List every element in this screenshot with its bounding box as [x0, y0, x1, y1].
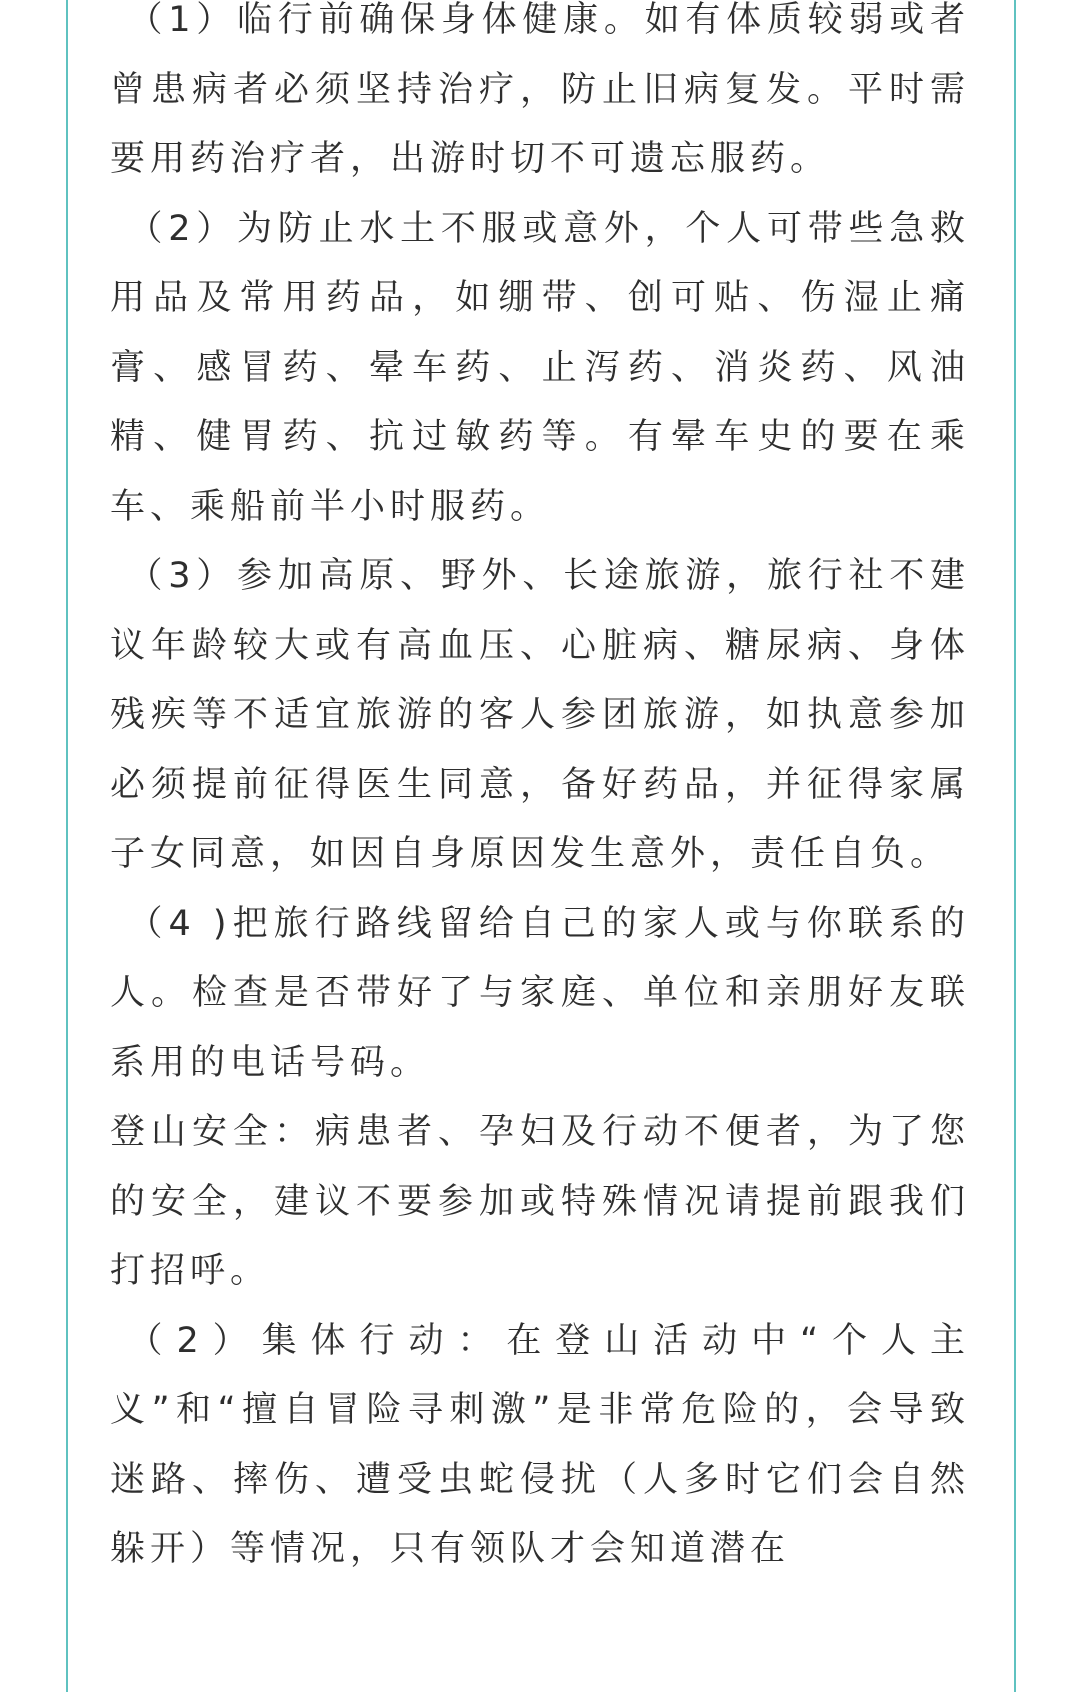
paragraph-medicine-kit: （2）为防止水土不服或意外，个人可带些急救用品及常用药品，如绷带、创可贴、伤湿止痛膏、感冒药、晕车药、止泻药、消炎药、风油精、健胃药、抗过敏药等。有晕车史的要在乘车、乘船前半小时服药。 [110, 208, 970, 527]
paragraph-route-contacts: （4 )把旅行路线留给自己的家人或与你联系的人。检查是否带好了与家庭、单位和亲朋好友联系用的电话号码。 [110, 903, 970, 1083]
paragraph-climbing-safety: 登山安全：病患者、孕妇及行动不便者，为了您的安全，建议不要参加或特殊情况请提前跟我们打招呼。 [110, 1112, 970, 1291]
paragraph-high-altitude: （3）参加高原、野外、长途旅游，旅行社不建议年龄较大或有高血压、心脏病、糖尿病、身体残疾等不适宜旅游的客人参团旅游，如执意参加必须提前征得医生同意，备好药品，并征得家属子女同意，如因自身原因发生意外，责任自负。 [110, 556, 970, 874]
paragraph-group-action: （2）集体行动：在登山活动中“个人主义”和“擅自冒险寻刺激”是非常危险的，会导致迷路、摔伤、遭受虫蛇侵扰（人多时它们会自然躲开）等情况，只有领队才会知道潜在 [110, 1320, 970, 1569]
content-frame [66, 0, 1016, 1692]
article-body [110, 0, 970, 1585]
paragraph-health-check: （1）临行前确保身体健康。如有体质较弱或者曾患病者必须坚持治疗，防止旧病复发。平时需要用药治疗者，出游时切不可遗忘服药。 [110, 0, 970, 179]
